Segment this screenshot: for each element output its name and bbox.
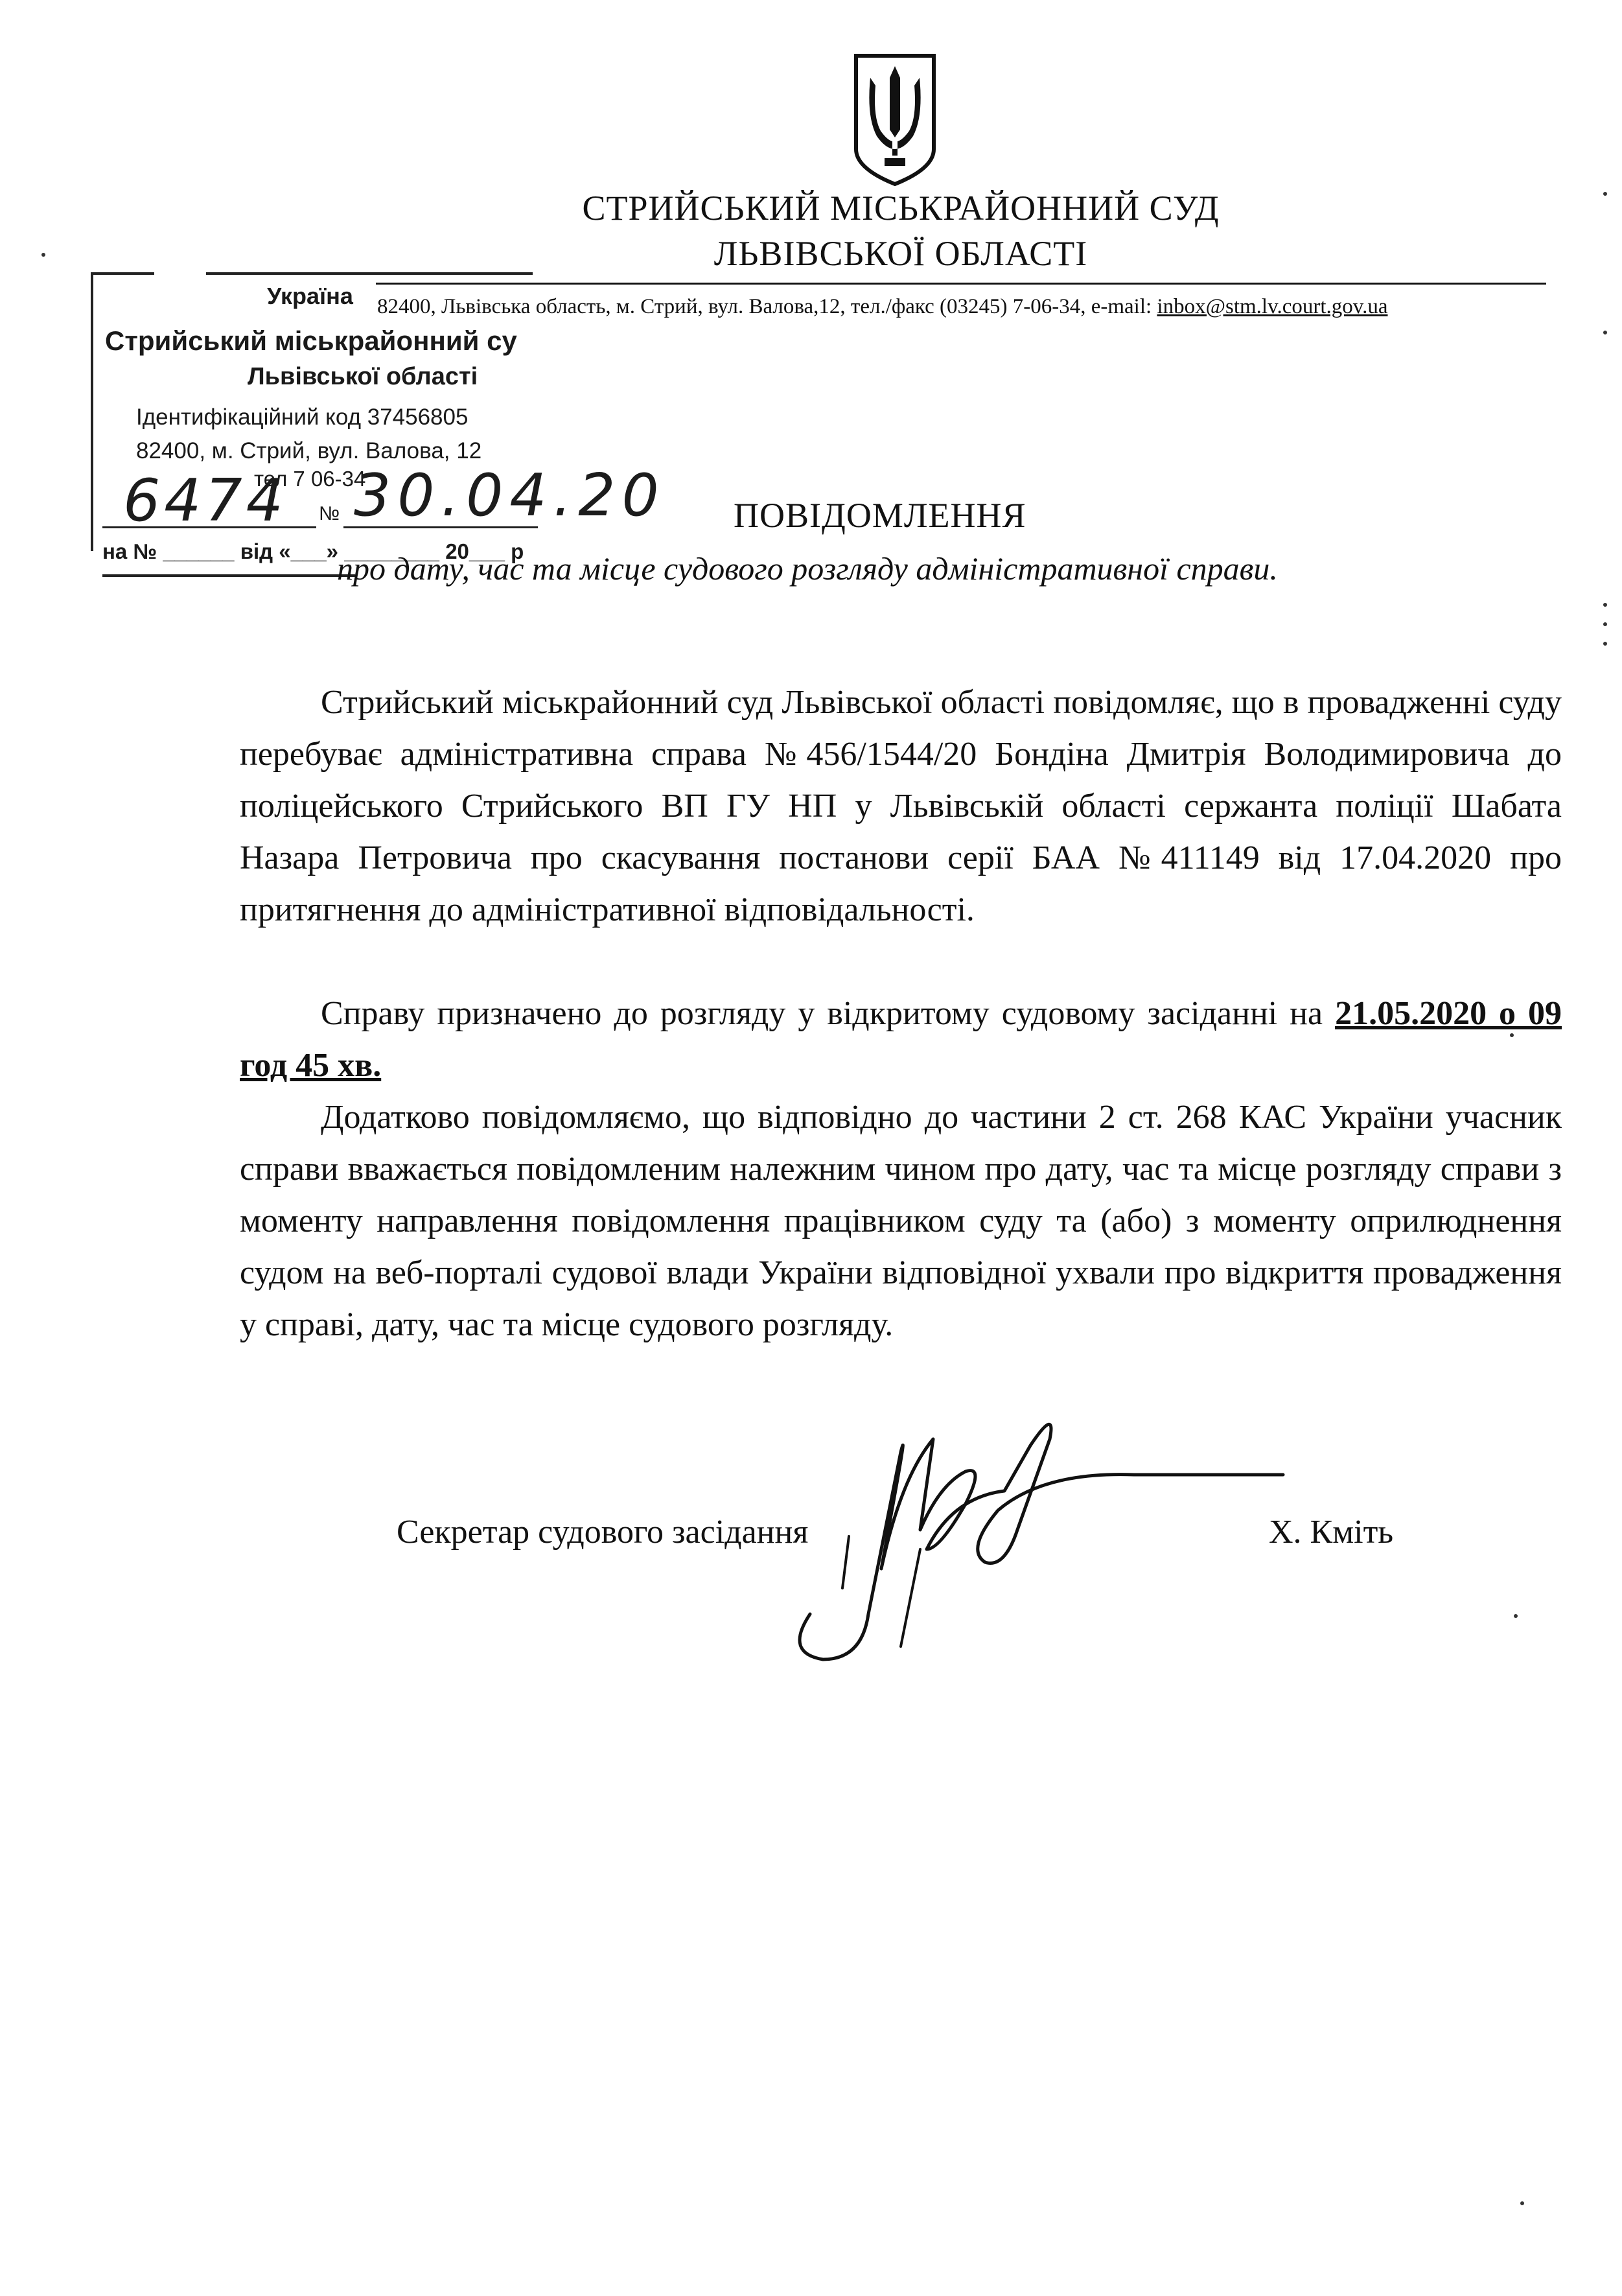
signatory-name: Х. Кміть bbox=[1269, 1514, 1394, 1551]
trident-emblem-icon bbox=[851, 52, 939, 187]
hearing-text: Справу призначено до розгляду у відкритому судовому засіданні на bbox=[321, 995, 1336, 1032]
stamp-frame-top-right bbox=[206, 272, 533, 275]
stamp-id-code: Ідентифікаційний код 37456805 bbox=[136, 404, 469, 430]
stamp-court-name: Стрийський міськрайонний су bbox=[105, 325, 517, 356]
stamp-bottom-line bbox=[102, 574, 355, 577]
hearing-date: 21.05.2020 о 09 год 45 хв. bbox=[240, 995, 1562, 1084]
document-subtitle: про дату, час та місце судового розгляду адміністративної справи. bbox=[337, 550, 1278, 587]
stamp-region: Львівської області bbox=[248, 363, 478, 390]
stamp-country: Україна bbox=[267, 283, 353, 309]
body-paragraph-notice: Додатково повідомляємо, що відповідно до частини 2 ст. 268 КАС України учасник справи вважається повідомленим належним чином про дату, час та місце розгляду справи з моменту направлення повідомлення працівником суду та (або) з моменту оприлюднення судом на веб-порталі судової влади України відповідної ухвали про відкриття провадження у справі, дату, час та місце судового розгляду. bbox=[240, 1099, 1562, 1343]
scan-speck bbox=[1603, 642, 1607, 646]
document-title: ПОВІДОМЛЕННЯ bbox=[734, 496, 1026, 535]
stamp-phone: тел 7 06-34 bbox=[254, 467, 366, 491]
court-contacts bbox=[377, 295, 1388, 319]
handwritten-registration-number: 6474 bbox=[123, 467, 288, 535]
court-email-link[interactable]: inbox@stm.lv.court.gov.ua bbox=[1157, 295, 1388, 318]
stamp-frame-top bbox=[91, 272, 154, 275]
stamp-frame-left bbox=[91, 272, 93, 551]
scan-speck bbox=[1520, 2201, 1524, 2205]
scan-speck bbox=[1603, 331, 1607, 334]
signatory-role: Секретар судового засідання bbox=[397, 1514, 809, 1551]
handwritten-registration-date: 30.04.20 bbox=[354, 462, 666, 530]
stamp-address: 82400, м. Стрий, вул. Валова, 12 bbox=[136, 438, 482, 463]
scan-speck bbox=[1603, 622, 1607, 626]
scan-speck bbox=[1603, 603, 1607, 607]
scan-speck bbox=[41, 253, 45, 257]
scan-speck bbox=[1603, 192, 1607, 196]
body-paragraph-hearing bbox=[240, 988, 1562, 1092]
handwritten-signature bbox=[771, 1400, 1303, 1672]
body-paragraph-case: Стрийський міськрайонний суд Львівської області повідомляє, що в провадженні суду перебуває адміністративна справа №456/1544/20 Бондіна Дмитрія Володимировича до поліцейського Стрийського ВП ГУ НП у Львівській області сержанта поліції Шабата Назара Петровича про скасування постанови серії БАА №411149 від 17.04.2020 про притягнення до адміністративної відповідальності. bbox=[240, 684, 1562, 928]
court-name-line2: ЛЬВІВСЬКОЇ ОБЛАСТІ bbox=[713, 234, 1088, 273]
court-name-line1: СТРИЙСЬКИЙ МІСЬКРАЙОННИЙ СУД bbox=[582, 189, 1220, 228]
stamp-number-mark: № bbox=[319, 503, 340, 524]
court-address-text: 82400, Львівська область, м. Стрий, вул. Валова,12, тел./факс (03245) 7-06-34, e-mail: bbox=[377, 295, 1157, 318]
header-divider bbox=[376, 283, 1546, 285]
stamp-reply-line: на № ______ від «___» ________ 20___ р bbox=[102, 539, 524, 563]
scan-speck bbox=[1514, 1614, 1518, 1618]
scan-speck bbox=[1510, 1033, 1514, 1037]
